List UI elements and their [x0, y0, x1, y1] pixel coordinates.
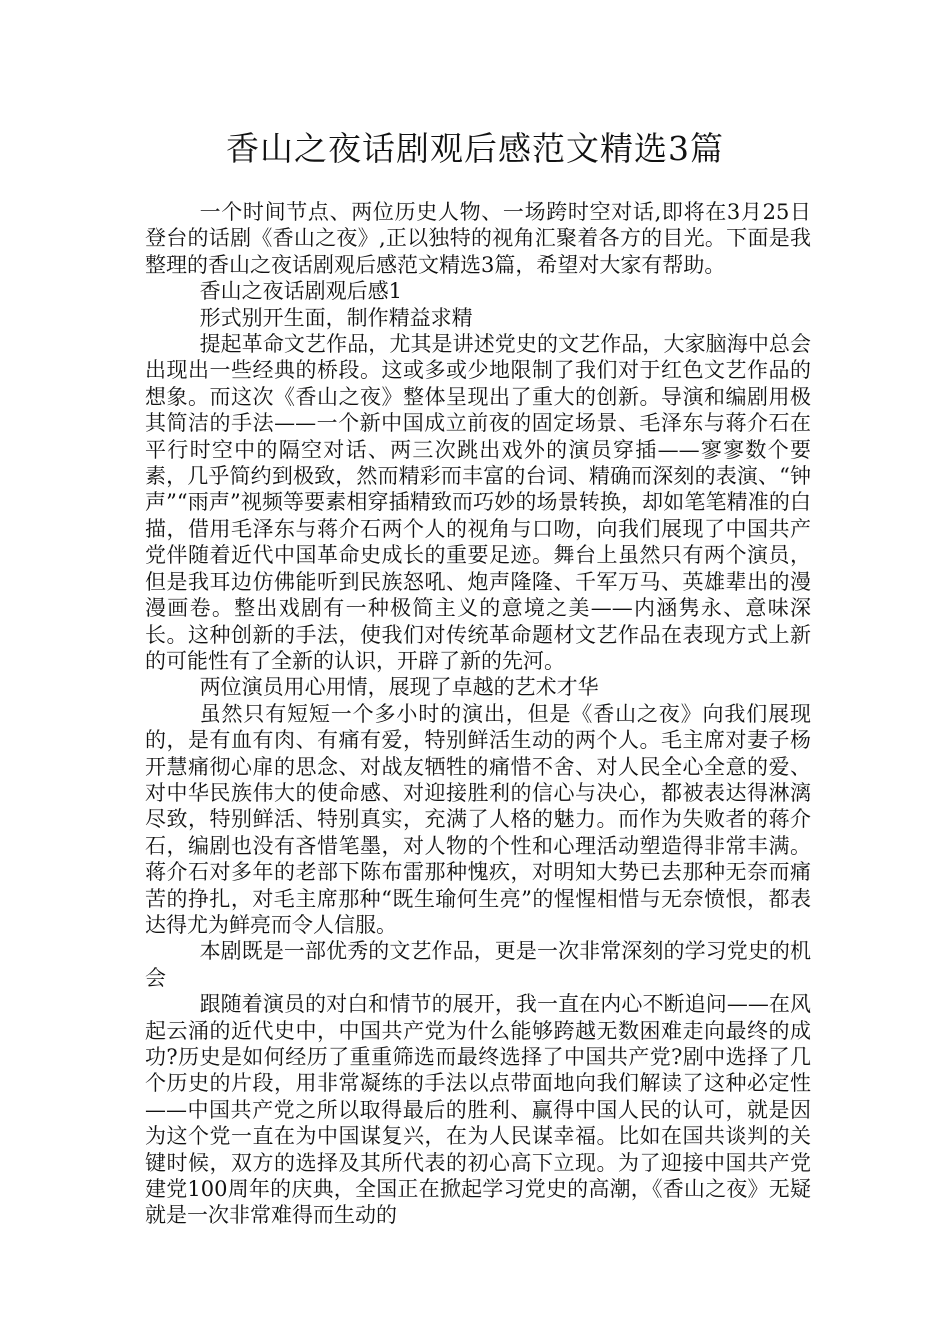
- subheading-party-history: 本剧既是一部优秀的文艺作品，更是一次非常深刻的学习党史的机会: [145, 939, 811, 990]
- subheading-actors: 两位演员用心用情，展现了卓越的艺术才华: [199, 675, 599, 700]
- body-paragraph: 虽然只有短短一个多小时的演出，但是《香山之夜》向我们展现的，是有血有肉、有痛有爱，特别鲜活生动的两个人。毛主席对妻子杨开慧痛彻心扉的思念、对战友牺牲的痛惜不舍、对人民全心全意的爱、对中华民族伟大的使命感、对迎接胜利的信心与决心，都被表达得淋漓尽致，特别鲜活、特别真实，充满了人格的魅力。而作为失败者的蒋介石，编剧也没有吝惜笔墨，对人物的个性和心理活动塑造得非常丰满。蒋介石对多年的老部下陈布雷那种愧疚，对明知大势已去那种无奈而痛苦的挣扎，对毛主席那种“既生瑜何生亮”的惺惺相惜与无奈愤恨，都表达得尤为鲜亮而令人信服。: [145, 701, 811, 937]
- section-heading-essay-1: 香山之夜话剧观后感1: [199, 279, 402, 304]
- document-title: 香山之夜话剧观后感范文精选3篇: [226, 129, 724, 168]
- intro-paragraph: 一个时间节点、两位历史人物、一场跨时空对话,即将在3月25日登台的话剧《香山之夜》,正以独特的视角汇聚着各方的目光。下面是我整理的香山之夜话剧观后感范文精选3篇，希望对大家有帮助。: [145, 200, 811, 277]
- body-paragraph: 跟随着演员的对白和情节的展开，我一直在内心不断追问——在风起云涌的近代史中，中国共产党为什么能够跨越无数困难走向最终的成功?历史是如何经历了重重筛选而最终选择了中国共产党?剧中选择了几个历史的片段，用非常凝练的手法以点带面地向我们解读了这种必定性——中国共产党之所以取得最后的胜利、赢得中国人民的认可，就是因为这个党一直在为中国谋复兴，在为人民谋幸福。比如在国共谈判的关键时候，双方的选择及其所代表的初心高下立现。为了迎接中国共产党建党100周年的庆典，全国正在掀起学习党史的高潮，《香山之夜》无疑就是一次非常难得而生动的: [145, 992, 811, 1228]
- subheading-form: 形式别开生面，制作精益求精: [199, 305, 473, 330]
- body-paragraph: 提起革命文艺作品，尤其是讲述党史的文艺作品，大家脑海中总会出现出一些经典的桥段。这或多或少地限制了我们对于红色文艺作品的想象。而这次《香山之夜》整体呈现出了重大的创新。导演和编剧用极其简洁的手法——一个新中国成立前夜的固定场景、毛泽东与蒋介石在平行时空中的隔空对话、两三次跳出戏外的演员穿插——寥寥数个要素，几乎简约到极致，然而精彩而丰富的台词、精确而深刻的表演、“钟声”“雨声”视频等要素相穿插精致而巧妙的场景转换，却如笔笔精准的白描，借用毛泽东与蒋介石两个人的视角与口吻，向我们展现了中国共产党伴随着近代中国革命史成长的重要足迹。舞台上虽然只有两个演员，但是我耳边仿佛能听到民族怒吼、炮声隆隆、千军万马、英雄辈出的漫漫画卷。整出戏剧有一种极简主义的意境之美——内涵隽永、意味深长。这种创新的手法，使我们对传统革命题材文艺作品在表现方式上新的可能性有了全新的认识，开辟了新的先河。: [145, 332, 811, 673]
- document-body: [145, 199, 811, 1229]
